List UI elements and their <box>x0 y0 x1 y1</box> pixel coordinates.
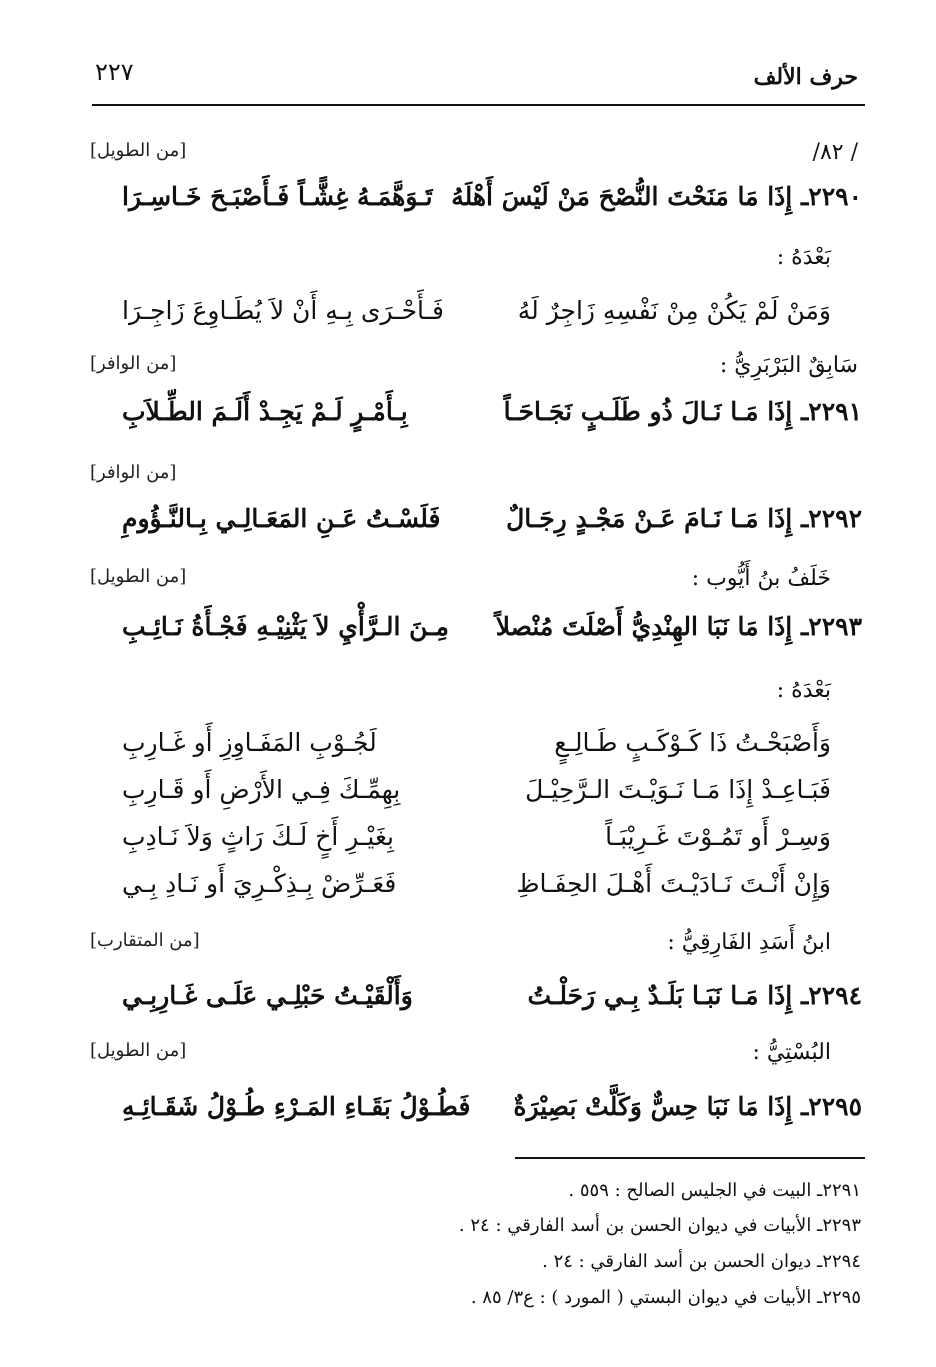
verse-hemistich-first: وَأَصْبَحْـتُ ذَا كَـوْكَـبٍ طَـالِـعٍ <box>554 728 831 757</box>
verse-hemistich-first: ٢٢٩٤ـ إِذَا مَـا نَبَـا بَلَـدٌ بِـي رَحَلْـتُ <box>527 981 862 1010</box>
footnote: ٢٢٩٤ـ ديوان الحسن بن أسد الفارقي : ٢٤ . <box>542 1251 861 1272</box>
verse-hemistich-second: بِـأَمْـرٍ لَـمْ يَجِـدْ أَلَـمَ الطِّـلاَبِ <box>122 397 408 426</box>
poet-name: ابنُ أَسَدِ الفَارِقِيُّ : <box>667 930 831 955</box>
verse-hemistich-first: وَإِنْ أَنْـتَ نَـادَيْـتَ أَهْـلَ الحِفَـاظِ <box>516 869 831 898</box>
verse-hemistich-first: ٢٢٩١ـ إِذَا مَـا نَـالَ ذُو طَلَـبٍ نَجَـاحَـاً <box>503 397 862 426</box>
verse-hemistich-first: وَمَنْ لَمْ يَكُنْ مِنْ نَفْسِهِ زَاجِرٌ لَهُ <box>517 296 831 325</box>
verse-hemistich-first: ٢٢٩٥ـ إِذَا مَا نَبَا حِسٌّ وَكَلَّتْ بَصِيْرَةٌ <box>513 1092 862 1121</box>
verse-hemistich-first: وَسِـرْ أَو تَمُـوْتَ غَـرِيْبَـاً <box>605 822 831 851</box>
footnote: ٢٢٩١ـ البيت في الجليس الصالح : ٥٥٩ . <box>568 1180 861 1201</box>
poet-name: خَلَفُ بنُ أَيُّوب : <box>691 566 831 591</box>
page-number: ٢٢٧ <box>95 58 134 86</box>
verse-hemistich-second: لَجُـوْبِ المَفَـاوِزِ أَو غَـارِبِ <box>122 728 377 757</box>
running-title: حرف الألف <box>753 64 858 90</box>
verse-hemistich-second: فَطُـوْلُ بَقَـاءِ المَـرْءِ طُـوْلُ شَقَـائِـهِ <box>122 1092 471 1121</box>
verse-hemistich-second: فَلَسْـتُ عَـنِ المَعَـالِـي بِـالنَّـؤُومِ <box>122 504 441 533</box>
poet-name: سَابِقٌ البَرْبَرِيُّ : <box>719 353 858 378</box>
meter-label: [من الطويل] <box>90 140 187 161</box>
meter-label: [من الطويل] <box>90 1040 187 1061</box>
header-rule <box>92 104 865 106</box>
verse-hemistich-second: تَـوَهَّمَـهُ غِشًّـاً فَـأَصْبَـحَ خَـاسِـرَا <box>122 182 433 211</box>
verse-hemistich-second: فَعَـرِّضْ بِـذِكْـرِيَ أَو نَـادِ بِـي <box>122 869 397 898</box>
footnote: ٢٢٩٣ـ الأبيات في ديوان الحسن بن أسد الفارقي : ٢٤ . <box>458 1215 861 1236</box>
meter-label: [من الوافر] <box>90 353 177 374</box>
poet-name: البُسْتِيُّ : <box>752 1040 831 1065</box>
meter-label: [من المتقارب] <box>90 930 200 951</box>
continuation-label: بَعْدَهُ : <box>776 678 831 703</box>
section-number: / ٨٢/ <box>812 140 858 165</box>
verse-hemistich-first: ٢٢٩٠ـ إِذَا مَا مَنَحْتَ النُّصْحَ مَنْ لَيْسَ أَهْلَهُ <box>451 182 862 211</box>
meter-label: [من الوافر] <box>90 462 177 483</box>
verse-hemistich-second: بِغَيْـرِ أَخٍ لَـكَ رَاثٍ وَلاَ نَـادِبِ <box>122 822 394 851</box>
verse-hemistich-first: ٢٢٩٣ـ إِذَا مَا نَبَا الهِنْدِيُّ أَصْلَتَ مُنْصلاً <box>495 612 862 641</box>
meter-label: [من الطويل] <box>90 566 187 587</box>
verse-hemistich-second: فَـأَحْـرَى بِـهِ أَنْ لاَ يُطَـاوِعَ زَاجِـرَا <box>122 296 444 325</box>
footnote: ٢٢٩٥ـ الأبيات في ديوان البستي ( المورد ) : ع٣/ ٨٥ . <box>470 1287 861 1308</box>
continuation-label: بَعْدَهُ : <box>776 245 831 270</box>
verse-hemistich-first: فَبَـاعِـدْ إِذَا مَـا نَـوَيْـتَ الـرَّحِيْـلَ <box>525 775 831 804</box>
footnote-rule <box>515 1157 865 1159</box>
verse-hemistich-first: ٢٢٩٢ـ إِذَا مَـا نَـامَ عَـنْ مَجْـدٍ رِجَـالٌ <box>506 504 862 533</box>
verse-hemistich-second: وَأَلْقَيْـتُ حَبْلِـي عَلَـى غَـارِبِـي <box>122 981 413 1010</box>
verse-hemistich-second: بِهِمِّـكَ فِـي الأَرْضِ أَو قَـارِبِ <box>122 775 401 804</box>
verse-hemistich-second: مِـنَ الـرَّأْيِ لاَ يَثْنِيْـهِ فَجْـأَةُ نَـائِـبِ <box>122 612 449 641</box>
